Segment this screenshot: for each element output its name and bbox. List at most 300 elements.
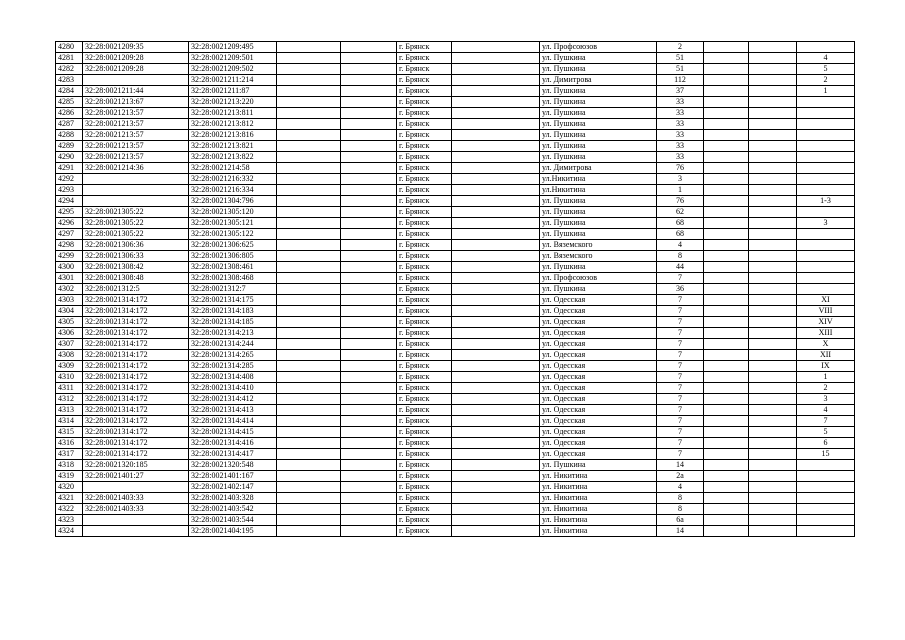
street-cell: ул. Одесская <box>540 295 657 306</box>
col-5-cell <box>341 86 397 97</box>
apartment-number-cell <box>797 482 855 493</box>
col-4-cell <box>277 504 341 515</box>
col-10-cell <box>704 405 749 416</box>
apartment-number-cell: 4 <box>797 405 855 416</box>
col-5-cell <box>341 64 397 75</box>
street-cell: ул. Димитрова <box>540 163 657 174</box>
col-10-cell <box>704 526 749 537</box>
cadastral-number-cell: 32:28:0021305:120 <box>189 207 277 218</box>
col-11-cell <box>749 42 797 53</box>
old-cadastral-number-cell <box>83 75 189 86</box>
col-11-cell <box>749 427 797 438</box>
city-cell: г. Брянск <box>397 493 452 504</box>
row-number-cell: 4297 <box>56 229 83 240</box>
col-5-cell <box>341 240 397 251</box>
col-7-cell <box>452 383 540 394</box>
apartment-number-cell: VIII <box>797 306 855 317</box>
col-4-cell <box>277 405 341 416</box>
cadastral-number-cell: 32:28:0021314:414 <box>189 416 277 427</box>
col-4-cell <box>277 174 341 185</box>
old-cadastral-number-cell <box>83 185 189 196</box>
house-number-cell: 33 <box>657 119 704 130</box>
old-cadastral-number-cell: 32:28:0021306:36 <box>83 240 189 251</box>
table-row <box>56 350 855 361</box>
cadastral-number-cell: 32:28:0021314:185 <box>189 317 277 328</box>
col-10-cell <box>704 339 749 350</box>
col-7-cell <box>452 119 540 130</box>
row-number-cell: 4299 <box>56 251 83 262</box>
cadastral-number-cell: 32:28:0021213:821 <box>189 141 277 152</box>
house-number-cell: 51 <box>657 64 704 75</box>
house-number-cell: 2 <box>657 42 704 53</box>
col-4-cell <box>277 284 341 295</box>
cadastral-number-cell: 32:28:0021211:87 <box>189 86 277 97</box>
old-cadastral-number-cell: 32:28:0021314:172 <box>83 350 189 361</box>
table-row <box>56 240 855 251</box>
col-5-cell <box>341 460 397 471</box>
col-5-cell <box>341 174 397 185</box>
col-11-cell <box>749 229 797 240</box>
table-row <box>56 207 855 218</box>
street-cell: ул. Одесская <box>540 416 657 427</box>
col-11-cell <box>749 460 797 471</box>
row-number-cell: 4287 <box>56 119 83 130</box>
col-4-cell <box>277 372 341 383</box>
street-cell: ул. Одесская <box>540 405 657 416</box>
street-cell: ул. Никитина <box>540 515 657 526</box>
col-5-cell <box>341 53 397 64</box>
old-cadastral-number-cell: 32:28:0021308:42 <box>83 262 189 273</box>
col-10-cell <box>704 471 749 482</box>
col-11-cell <box>749 350 797 361</box>
street-cell: ул.Никитина <box>540 185 657 196</box>
row-number-cell: 4308 <box>56 350 83 361</box>
col-5-cell <box>341 405 397 416</box>
col-11-cell <box>749 339 797 350</box>
house-number-cell: 2а <box>657 471 704 482</box>
table-row <box>56 372 855 383</box>
row-number-cell: 4286 <box>56 108 83 119</box>
row-number-cell: 4324 <box>56 526 83 537</box>
old-cadastral-number-cell: 32:28:0021314:172 <box>83 317 189 328</box>
col-7-cell <box>452 394 540 405</box>
table-row <box>56 493 855 504</box>
city-cell: г. Брянск <box>397 460 452 471</box>
old-cadastral-number-cell: 32:28:0021314:172 <box>83 427 189 438</box>
cadastral-number-cell: 32:28:0021314:244 <box>189 339 277 350</box>
col-7-cell <box>452 482 540 493</box>
cadastral-number-cell: 32:28:0021314:265 <box>189 350 277 361</box>
col-5-cell <box>341 42 397 53</box>
col-11-cell <box>749 328 797 339</box>
apartment-number-cell: 4 <box>797 53 855 64</box>
apartment-number-cell: 5 <box>797 427 855 438</box>
col-10-cell <box>704 262 749 273</box>
table-row <box>56 108 855 119</box>
apartment-number-cell <box>797 185 855 196</box>
table-row <box>56 141 855 152</box>
row-number-cell: 4295 <box>56 207 83 218</box>
city-cell: г. Брянск <box>397 405 452 416</box>
apartment-number-cell: 1 <box>797 372 855 383</box>
col-11-cell <box>749 185 797 196</box>
city-cell: г. Брянск <box>397 86 452 97</box>
row-number-cell: 4321 <box>56 493 83 504</box>
street-cell: ул. Пушкина <box>540 108 657 119</box>
table-row <box>56 504 855 515</box>
apartment-number-cell <box>797 152 855 163</box>
cadastral-number-cell: 32:28:0021209:501 <box>189 53 277 64</box>
apartment-number-cell: 15 <box>797 449 855 460</box>
col-4-cell <box>277 306 341 317</box>
old-cadastral-number-cell: 32:28:0021209:28 <box>83 53 189 64</box>
old-cadastral-number-cell <box>83 196 189 207</box>
cadastral-number-cell: 32:28:0021209:495 <box>189 42 277 53</box>
city-cell: г. Брянск <box>397 207 452 218</box>
house-number-cell: 8 <box>657 251 704 262</box>
col-7-cell <box>452 295 540 306</box>
street-cell: ул. Никитина <box>540 493 657 504</box>
row-number-cell: 4284 <box>56 86 83 97</box>
house-number-cell: 7 <box>657 405 704 416</box>
col-4-cell <box>277 317 341 328</box>
col-10-cell <box>704 86 749 97</box>
row-number-cell: 4298 <box>56 240 83 251</box>
street-cell: ул. Одесская <box>540 394 657 405</box>
col-7-cell <box>452 97 540 108</box>
table-row <box>56 42 855 53</box>
city-cell: г. Брянск <box>397 416 452 427</box>
row-number-cell: 4294 <box>56 196 83 207</box>
apartment-number-cell: X <box>797 339 855 350</box>
col-7-cell <box>452 174 540 185</box>
col-11-cell <box>749 306 797 317</box>
col-11-cell <box>749 64 797 75</box>
street-cell: ул. Пушкина <box>540 218 657 229</box>
city-cell: г. Брянск <box>397 53 452 64</box>
cadastral-number-cell: 32:28:0021403:544 <box>189 515 277 526</box>
col-4-cell <box>277 438 341 449</box>
col-11-cell <box>749 119 797 130</box>
city-cell: г. Брянск <box>397 350 452 361</box>
old-cadastral-number-cell: 32:28:0021213:57 <box>83 108 189 119</box>
city-cell: г. Брянск <box>397 163 452 174</box>
table-row <box>56 383 855 394</box>
city-cell: г. Брянск <box>397 75 452 86</box>
row-number-cell: 4310 <box>56 372 83 383</box>
table-row <box>56 394 855 405</box>
col-10-cell <box>704 229 749 240</box>
city-cell: г. Брянск <box>397 306 452 317</box>
street-cell: ул. Никитина <box>540 471 657 482</box>
col-10-cell <box>704 163 749 174</box>
col-4-cell <box>277 482 341 493</box>
table-row <box>56 482 855 493</box>
old-cadastral-number-cell: 32:28:0021308:48 <box>83 273 189 284</box>
col-7-cell <box>452 339 540 350</box>
street-cell: ул. Пушкина <box>540 262 657 273</box>
col-10-cell <box>704 306 749 317</box>
col-11-cell <box>749 75 797 86</box>
apartment-number-cell <box>797 471 855 482</box>
col-10-cell <box>704 174 749 185</box>
apartment-number-cell: 3 <box>797 218 855 229</box>
row-number-cell: 4312 <box>56 394 83 405</box>
cadastral-number-cell: 32:28:0021312:7 <box>189 284 277 295</box>
street-cell: ул. Пушкина <box>540 141 657 152</box>
row-number-cell: 4319 <box>56 471 83 482</box>
old-cadastral-number-cell: 32:28:0021213:57 <box>83 130 189 141</box>
street-cell: ул. Одесская <box>540 306 657 317</box>
apartment-number-cell: 1-3 <box>797 196 855 207</box>
col-10-cell <box>704 295 749 306</box>
col-5-cell <box>341 108 397 119</box>
street-cell: ул. Никитина <box>540 526 657 537</box>
table-row <box>56 416 855 427</box>
table-row <box>56 273 855 284</box>
house-number-cell: 62 <box>657 207 704 218</box>
old-cadastral-number-cell: 32:28:0021314:172 <box>83 394 189 405</box>
col-10-cell <box>704 240 749 251</box>
col-5-cell <box>341 295 397 306</box>
table-row <box>56 97 855 108</box>
row-number-cell: 4301 <box>56 273 83 284</box>
apartment-number-cell: 5 <box>797 64 855 75</box>
row-number-cell: 4316 <box>56 438 83 449</box>
cadastral-number-cell: 32:28:0021314:183 <box>189 306 277 317</box>
city-cell: г. Брянск <box>397 449 452 460</box>
col-4-cell <box>277 460 341 471</box>
street-cell: ул. Одесская <box>540 449 657 460</box>
cadastral-number-cell: 32:28:0021214:58 <box>189 163 277 174</box>
house-number-cell: 33 <box>657 152 704 163</box>
apartment-number-cell: XII <box>797 350 855 361</box>
col-10-cell <box>704 75 749 86</box>
col-4-cell <box>277 108 341 119</box>
city-cell: г. Брянск <box>397 394 452 405</box>
street-cell: ул. Пушкина <box>540 130 657 141</box>
city-cell: г. Брянск <box>397 471 452 482</box>
table-row <box>56 262 855 273</box>
row-number-cell: 4306 <box>56 328 83 339</box>
house-number-cell: 6а <box>657 515 704 526</box>
col-10-cell <box>704 482 749 493</box>
cadastral-number-cell: 32:28:0021402:147 <box>189 482 277 493</box>
col-5-cell <box>341 427 397 438</box>
col-7-cell <box>452 317 540 328</box>
col-10-cell <box>704 141 749 152</box>
table-row <box>56 328 855 339</box>
col-10-cell <box>704 493 749 504</box>
old-cadastral-number-cell: 32:28:0021305:22 <box>83 218 189 229</box>
col-4-cell <box>277 383 341 394</box>
row-number-cell: 4304 <box>56 306 83 317</box>
cadastral-number-cell: 32:28:0021401:167 <box>189 471 277 482</box>
street-cell: ул. Одесская <box>540 328 657 339</box>
house-number-cell: 1 <box>657 185 704 196</box>
table-row <box>56 185 855 196</box>
city-cell: г. Брянск <box>397 284 452 295</box>
table-row <box>56 438 855 449</box>
row-number-cell: 4290 <box>56 152 83 163</box>
col-7-cell <box>452 471 540 482</box>
city-cell: г. Брянск <box>397 438 452 449</box>
house-number-cell: 7 <box>657 394 704 405</box>
col-11-cell <box>749 482 797 493</box>
col-5-cell <box>341 449 397 460</box>
col-11-cell <box>749 141 797 152</box>
row-number-cell: 4307 <box>56 339 83 350</box>
apartment-number-cell <box>797 284 855 295</box>
row-number-cell: 4289 <box>56 141 83 152</box>
old-cadastral-number-cell: 32:28:0021314:172 <box>83 295 189 306</box>
table-row <box>56 449 855 460</box>
cadastral-number-cell: 32:28:0021314:413 <box>189 405 277 416</box>
col-11-cell <box>749 394 797 405</box>
old-cadastral-number-cell: 32:28:0021213:57 <box>83 141 189 152</box>
col-10-cell <box>704 185 749 196</box>
col-4-cell <box>277 416 341 427</box>
city-cell: г. Брянск <box>397 174 452 185</box>
row-number-cell: 4303 <box>56 295 83 306</box>
col-10-cell <box>704 284 749 295</box>
cadastral-number-cell: 32:28:0021314:408 <box>189 372 277 383</box>
col-10-cell <box>704 97 749 108</box>
house-number-cell: 7 <box>657 438 704 449</box>
row-number-cell: 4315 <box>56 427 83 438</box>
apartment-number-cell <box>797 174 855 185</box>
col-7-cell <box>452 64 540 75</box>
city-cell: г. Брянск <box>397 482 452 493</box>
col-7-cell <box>452 493 540 504</box>
old-cadastral-number-cell: 32:28:0021320:185 <box>83 460 189 471</box>
col-4-cell <box>277 64 341 75</box>
col-5-cell <box>341 152 397 163</box>
col-4-cell <box>277 394 341 405</box>
col-7-cell <box>452 42 540 53</box>
row-number-cell: 4281 <box>56 53 83 64</box>
old-cadastral-number-cell: 32:28:0021314:172 <box>83 328 189 339</box>
street-cell: ул. Одесская <box>540 350 657 361</box>
col-10-cell <box>704 196 749 207</box>
cadastral-number-cell: 32:28:0021314:285 <box>189 361 277 372</box>
cadastral-number-cell: 32:28:0021213:816 <box>189 130 277 141</box>
col-7-cell <box>452 438 540 449</box>
col-10-cell <box>704 273 749 284</box>
table-row <box>56 86 855 97</box>
col-4-cell <box>277 42 341 53</box>
table-row <box>56 427 855 438</box>
row-number-cell: 4309 <box>56 361 83 372</box>
row-number-cell: 4291 <box>56 163 83 174</box>
cadastral-number-cell: 32:28:0021213:220 <box>189 97 277 108</box>
old-cadastral-number-cell: 32:28:0021213:57 <box>83 152 189 163</box>
row-number-cell: 4314 <box>56 416 83 427</box>
col-7-cell <box>452 284 540 295</box>
col-11-cell <box>749 251 797 262</box>
row-number-cell: 4317 <box>56 449 83 460</box>
street-cell: ул. Никитина <box>540 504 657 515</box>
col-7-cell <box>452 350 540 361</box>
col-7-cell <box>452 75 540 86</box>
col-4-cell <box>277 196 341 207</box>
col-7-cell <box>452 86 540 97</box>
row-number-cell: 4293 <box>56 185 83 196</box>
city-cell: г. Брянск <box>397 218 452 229</box>
apartment-number-cell <box>797 493 855 504</box>
street-cell: ул. Вяземского <box>540 251 657 262</box>
old-cadastral-number-cell: 32:28:0021314:172 <box>83 405 189 416</box>
table-body <box>56 42 855 537</box>
col-10-cell <box>704 130 749 141</box>
table-row <box>56 284 855 295</box>
table-row <box>56 460 855 471</box>
table-row <box>56 196 855 207</box>
city-cell: г. Брянск <box>397 262 452 273</box>
col-4-cell <box>277 86 341 97</box>
old-cadastral-number-cell: 32:28:0021214:36 <box>83 163 189 174</box>
old-cadastral-number-cell: 32:28:0021314:172 <box>83 372 189 383</box>
house-number-cell: 4 <box>657 240 704 251</box>
col-11-cell <box>749 504 797 515</box>
city-cell: г. Брянск <box>397 119 452 130</box>
table-row <box>56 526 855 537</box>
street-cell: ул. Пушкина <box>540 86 657 97</box>
table-row <box>56 317 855 328</box>
col-11-cell <box>749 273 797 284</box>
street-cell: ул.Никитина <box>540 174 657 185</box>
cadastral-number-cell: 32:28:0021314:417 <box>189 449 277 460</box>
apartment-number-cell: IX <box>797 361 855 372</box>
col-4-cell <box>277 427 341 438</box>
cadastral-number-cell: 32:28:0021305:121 <box>189 218 277 229</box>
apartment-number-cell <box>797 97 855 108</box>
cadastral-number-cell: 32:28:0021308:468 <box>189 273 277 284</box>
old-cadastral-number-cell: 32:28:0021314:172 <box>83 416 189 427</box>
col-11-cell <box>749 130 797 141</box>
col-11-cell <box>749 405 797 416</box>
col-5-cell <box>341 306 397 317</box>
col-10-cell <box>704 515 749 526</box>
city-cell: г. Брянск <box>397 229 452 240</box>
city-cell: г. Брянск <box>397 504 452 515</box>
cadastral-number-cell: 32:28:0021216:332 <box>189 174 277 185</box>
apartment-number-cell <box>797 262 855 273</box>
apartment-number-cell <box>797 515 855 526</box>
city-cell: г. Брянск <box>397 328 452 339</box>
col-4-cell <box>277 229 341 240</box>
table-row <box>56 218 855 229</box>
cadastral-number-cell: 32:28:0021216:334 <box>189 185 277 196</box>
col-5-cell <box>341 372 397 383</box>
street-cell: ул. Профсоюзов <box>540 42 657 53</box>
col-11-cell <box>749 97 797 108</box>
col-5-cell <box>341 526 397 537</box>
col-7-cell <box>452 449 540 460</box>
apartment-number-cell: 2 <box>797 75 855 86</box>
street-cell: ул. Никитина <box>540 482 657 493</box>
street-cell: ул. Димитрова <box>540 75 657 86</box>
table-row <box>56 53 855 64</box>
col-4-cell <box>277 493 341 504</box>
house-number-cell: 76 <box>657 163 704 174</box>
old-cadastral-number-cell: 32:28:0021209:35 <box>83 42 189 53</box>
apartment-number-cell: 1 <box>797 86 855 97</box>
old-cadastral-number-cell: 32:28:0021305:22 <box>83 229 189 240</box>
street-cell: ул. Одесская <box>540 383 657 394</box>
row-number-cell: 4282 <box>56 64 83 75</box>
row-number-cell: 4305 <box>56 317 83 328</box>
